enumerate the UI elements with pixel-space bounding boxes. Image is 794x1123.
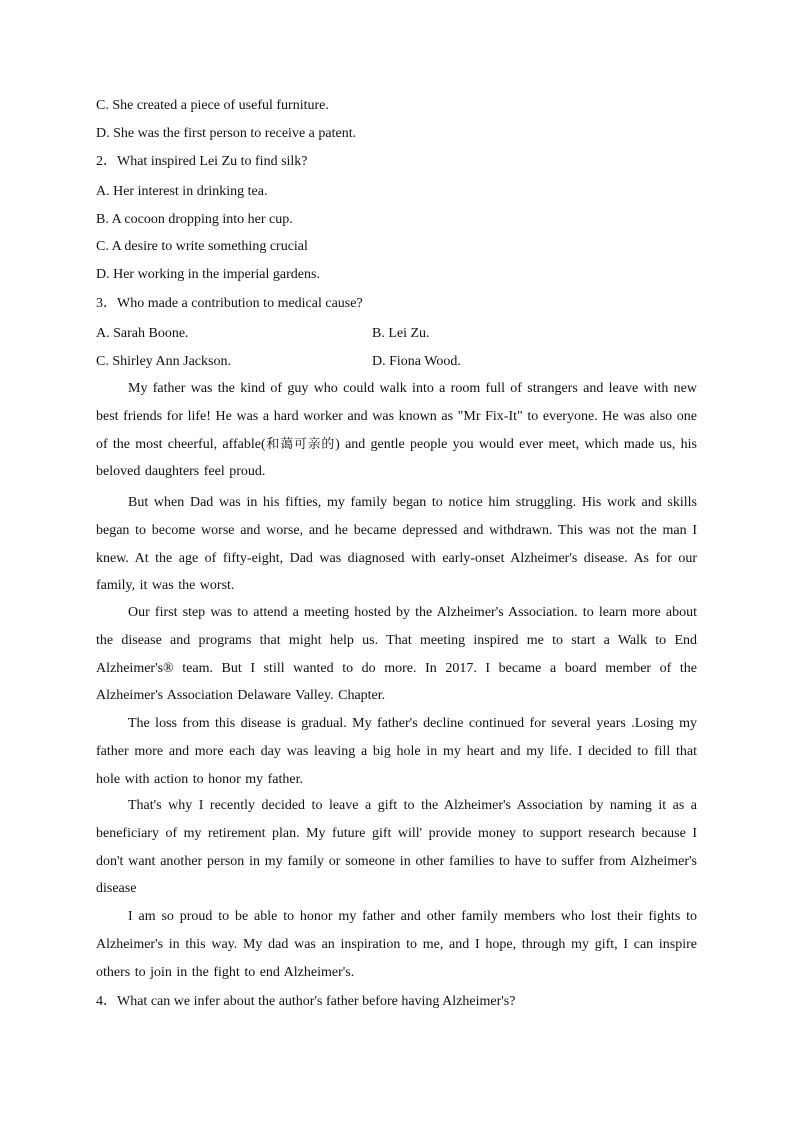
q3-option-b: B. Lei Zu. bbox=[372, 326, 430, 341]
q3-option-c: C. Shirley Ann Jackson. bbox=[96, 354, 231, 369]
paragraph-1-text-end: ) and gentle people you would ever meet, which made us, his beloved daughters feel proud. bbox=[96, 436, 697, 480]
paragraph-1-text-start: My father was the kind of guy who could walk into a room full of strangers and leave with new best friends for life! He was a hard worker and was known as "Mr Fix-It" to everyone. He was also one of the most cheerful, affable( bbox=[96, 381, 697, 452]
q2-option-a: A. Her interest in drinking tea. bbox=[96, 184, 268, 199]
q3-option-a: A. Sarah Boone. bbox=[96, 326, 189, 341]
q4-stem: 4．What can we infer about the author's father before having Alzheimer's? bbox=[96, 994, 516, 1009]
q2-option-b: B. A cocoon dropping into her cup. bbox=[96, 212, 293, 227]
passage-paragraph-6: I am so proud to be able to honor my father and other family members who lost their fights to Alzheimer's in this way. My dad was an inspiration to me, and I hope, through my gift, I can inspire others to join in the fight to end Alzheimer's. bbox=[96, 909, 697, 980]
passage-paragraph-2: But when Dad was in his fifties, my family began to notice him struggling. His work and skills began to become worse and worse, and he became depressed and withdrawn. This was not the man I knew. At the age of fifty-eight, Dad was diagnosed with early-onset Alzheimer's disease. As for our family, it was the worst. bbox=[96, 495, 697, 594]
q1-option-c: C. She created a piece of useful furniture. bbox=[96, 98, 329, 113]
passage-paragraph-4: The loss from this disease is gradual. My father's decline continued for several years .Losing my father more and more each day was leaving a big hole in my heart and my life. I decided to fill that hole with action to honor my father. bbox=[96, 716, 697, 787]
q1-option-d: D. She was the first person to receive a patent. bbox=[96, 126, 357, 141]
q3-option-d: D. Fiona Wood. bbox=[372, 354, 461, 369]
passage-paragraph-3: Our first step was to attend a meeting hosted by the Alzheimer's Association. to learn more about the disease and programs that might help us. That meeting inspired me to start a Walk to End Alzheimer's® team. But I still wanted to do more. In 2017. I became a board member of the Alzheimer's Association Delaware Valley. Chapter. bbox=[96, 605, 697, 704]
q2-option-d: D. Her working in the imperial gardens. bbox=[96, 267, 320, 282]
q2-stem: 2．What inspired Lei Zu to find silk? bbox=[96, 154, 308, 169]
q2-option-c: C. A desire to write something crucial bbox=[96, 239, 308, 254]
chinese-gloss: 和蔼可亲的 bbox=[265, 436, 336, 452]
passage-paragraph-5: That's why I recently decided to leave a gift to the Alzheimer's Association by naming it as a beneficiary of my retirement plan. My future gift will' provide money to support research because I don't want another person in my family or someone in other families to have to suffer from Alzheimer's disease bbox=[96, 798, 697, 897]
q3-stem: 3．Who made a contribution to medical cause? bbox=[96, 296, 363, 311]
passage-paragraph-1 bbox=[96, 375, 697, 486]
